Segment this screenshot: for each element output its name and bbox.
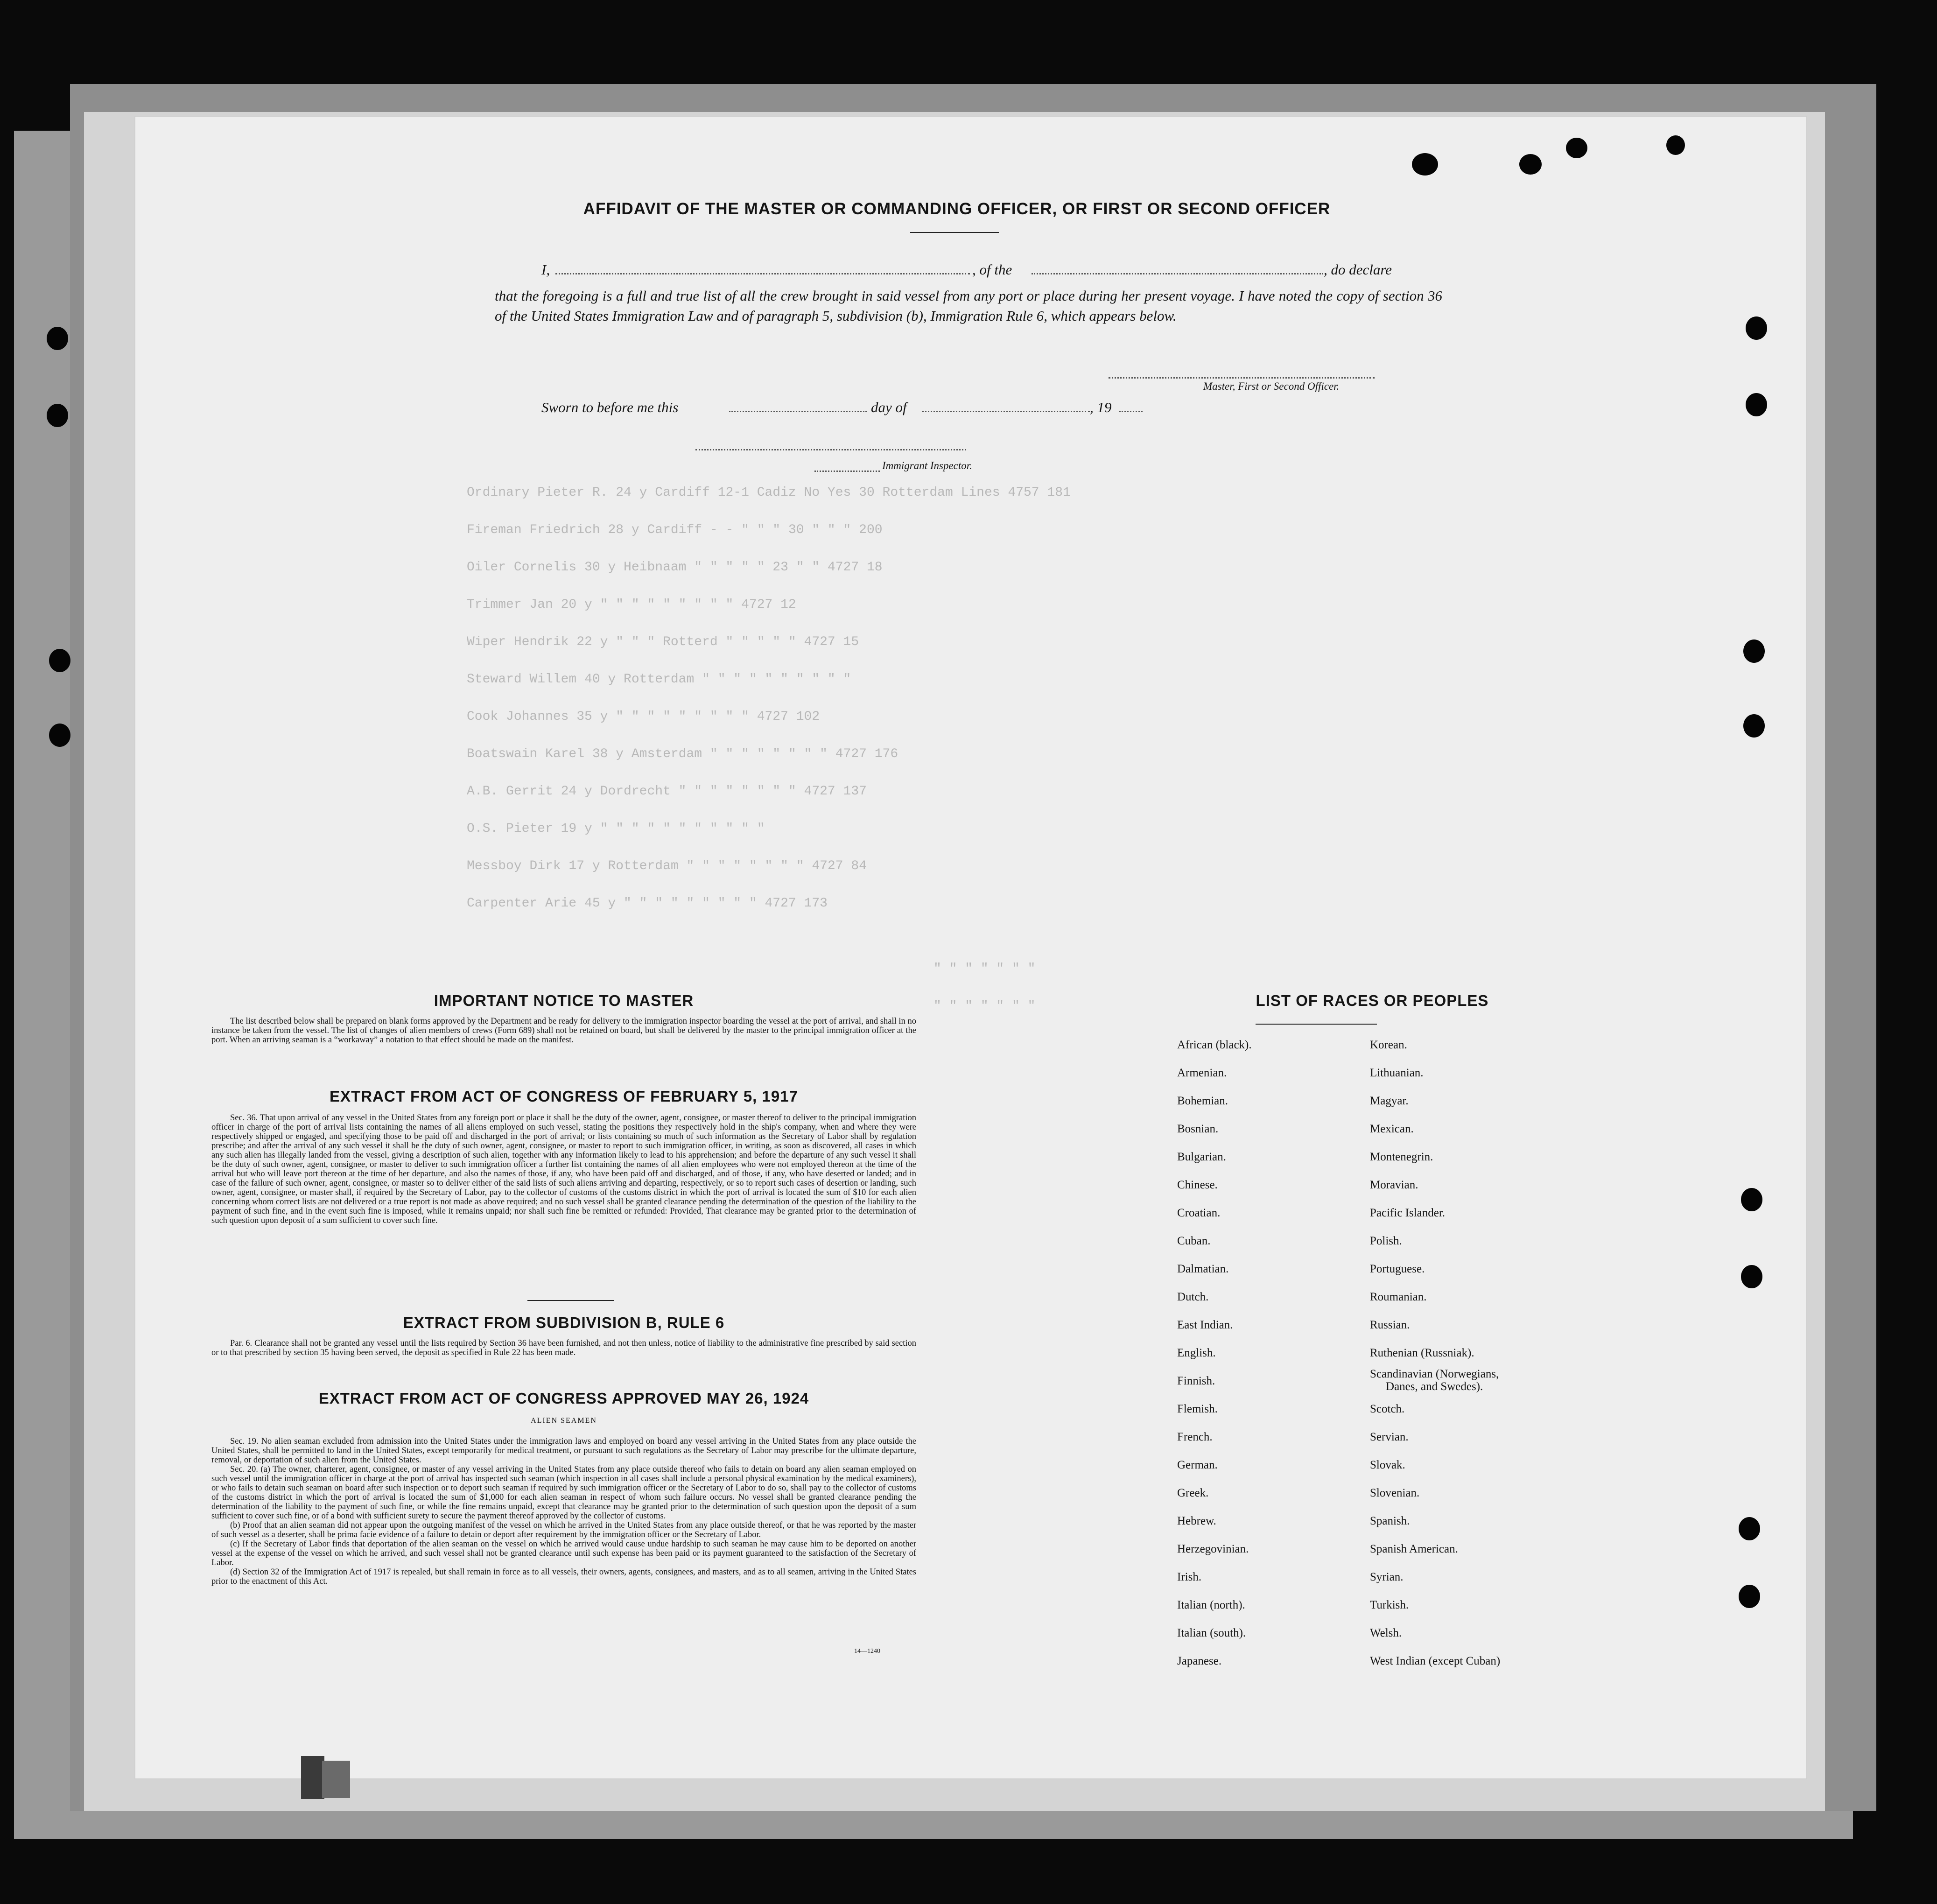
master-signature-blank[interactable] xyxy=(1109,377,1375,379)
race-item: Herzegovinian. xyxy=(1177,1543,1249,1555)
punch-hole xyxy=(49,724,70,747)
race-item: Italian (north). xyxy=(1177,1599,1245,1611)
vessel-blank[interactable] xyxy=(1032,273,1323,274)
name-blank[interactable] xyxy=(555,273,970,274)
notice-paragraph: The list described below shall be prepared on blank forms approved by the Department and be ready for delivery to the immigration inspector boarding the vessel at the port of arrival, and shall in no instance be taken from the vessel. The list of changes of alien members of crews (Form 689) shall not be retained on board, but shall be delivered by the master to the principal immigration officer at the port. When an arriving seaman is a “workaway” a notation to that effect should be made on the manifest. xyxy=(211,1017,916,1045)
race-item: Japanese. xyxy=(1177,1655,1222,1667)
act-1917-title: EXTRACT FROM ACT OF CONGRESS OF FEBRUARY 5, 1917 xyxy=(330,1088,798,1105)
bleed-through-text: Oiler Cornelis 30 y Heibnaam " " " " " 23 " " 4727 18 xyxy=(467,560,883,575)
race-item: Korean. xyxy=(1370,1039,1407,1051)
race-item: Mexican. xyxy=(1370,1123,1414,1135)
act-1924-paragraph: Sec. 20. (a) The owner, charterer, agent, consignee, or master of any vessel arriving in the United States from any place outside thereof who fails to detain on board any alien seaman employed on such vessel until the immigration officer in charge at the port of arrival has inspected such seaman (which inspection in all cases shall include a personal physical examination by the medical examiners), or who fails to detain such seaman on board after such inspection or to deport such seaman if required by such immigration officer or the Secretary of Labor to do so, shall pay to the collector of customs of the customs district in which the port of arrival is located the sum of $1,000 for each alien seaman in respect of whom such failure occurs. No vessel shall be granted clearance pending the determination of the liability to the payment of such fine, or while the fine remains unpaid, except that clearance may be granted prior to the determination of such question upon the deposit of a sum sufficient to cover such fine, or of a bond with sufficient surety to secure the payment thereof approved by the collector of customs. xyxy=(211,1465,916,1521)
act-1924-title: EXTRACT FROM ACT OF CONGRESS APPROVED MAY 26, 1924 xyxy=(318,1390,809,1407)
race-item: Spanish. xyxy=(1370,1515,1410,1527)
act-1917-paragraph: Sec. 36. That upon arrival of any vessel in the United States from any foreign port or place it shall be the duty of the owner, agent, consignee, or master thereof to deliver to the principal immigration officer in charge of the port of arrival lists containing the names of all aliens employed on such vessel, stating the positions they respectively hold in the ship's company, when and where they were respectively shipped or engaged, and specifying those to be paid off and discharged in the port of arrival; or lists containing so much of such information as the Secretary of Labor shall by regulation prescribe; and after the arrival of any such vessel it shall be the duty of such owner, agent, consignee, or master to report to such immigration officer, in writing, as soon as discovered, all cases in which any such alien has illegally landed from the vessel, giving a description of such alien, together with any information likely to lead to his apprehension; and before the departure of any such vessel it shall be the duty of such owner, agent, consignee, or master to deliver to such immigration officer a further list containing the names of all alien employees who were not employed thereon at the time of the arrival but who will leave port thereon at the time of her departure, and also the names of those, if any, who have been paid off and discharged, and of those, if any, who have deserted or landed; and in case of the failure of such owner, agent, consignee, or master so to deliver either of the said lists of such aliens arriving and departing, respectively, or so to report such cases of desertion or landing, such owner, agent, consignee, or master shall, if required by the Secretary of Labor, pay to the collector of customs of the customs district in which the port of arrival is located the sum of $10 for each alien concerning whom correct lists are not delivered or a true report is not made as above required; and no such vessel shall be granted clearance pending the determination of the question of the liability to the payment of such fine, and in the event such fine is imposed, while it remains unpaid; nor shall such fine be remitted or refunded: Provided, That clearance may be granted prior to the determination of such question upon deposit of a sum sufficient to cover such fine. xyxy=(211,1113,916,1225)
punch-hole xyxy=(47,327,68,350)
race-item: Scotch. xyxy=(1370,1403,1405,1415)
rule-6-title: EXTRACT FROM SUBDIVISION B, RULE 6 xyxy=(403,1314,725,1331)
year-prefix: , 19 xyxy=(1090,399,1112,415)
race-item: Montenegrin. xyxy=(1370,1151,1433,1163)
section-rule xyxy=(527,1300,614,1301)
sworn-month-blank[interactable] xyxy=(922,411,1090,412)
bleed-through-text: Ordinary Pieter R. 24 y Cardiff 12-1 Cadiz No Yes 30 Rotterdam Lines 4757 181 xyxy=(467,485,1071,500)
race-item: Cuban. xyxy=(1177,1235,1211,1247)
race-item: Lithuanian. xyxy=(1370,1067,1424,1079)
race-item: Portuguese. xyxy=(1370,1263,1425,1275)
punch-hole xyxy=(1746,393,1767,416)
race-item: Russian. xyxy=(1370,1319,1410,1331)
day-of-label: day of xyxy=(871,399,907,415)
race-item: Bosnian. xyxy=(1177,1123,1219,1135)
race-item: Pacific Islander. xyxy=(1370,1207,1446,1219)
race-item: East Indian. xyxy=(1177,1319,1233,1331)
bleed-through-text: Messboy Dirk 17 y Rotterdam " " " " " " " " 4727 84 xyxy=(467,859,867,873)
bleed-through-text: O.S. Pieter 19 y " " " " " " " " " " " xyxy=(467,822,765,836)
race-item: Servian. xyxy=(1370,1431,1409,1443)
race-item: Spanish American. xyxy=(1370,1543,1458,1555)
race-item: Greek. xyxy=(1177,1487,1209,1499)
act-1924-paragraph: Sec. 19. No alien seaman excluded from admission into the United States under the immigration laws and employed on board any vessel arriving in the United States from any place outside the United States, shall be permitted to land in the United States, except temporarily for medical treatment, or pursuant to such regulations as the Secretary of Labor may prescribe for the ultimate departure, removal, or deportation of such alien from the United States. xyxy=(211,1437,916,1465)
bleed-through-text: Boatswain Karel 38 y Amsterdam " " " " " " " " 4727 176 xyxy=(467,747,898,761)
punch-hole xyxy=(49,649,70,672)
declare-do-declare: , do declare xyxy=(1324,261,1392,278)
race-item: Hebrew. xyxy=(1177,1515,1216,1527)
punch-hole xyxy=(1566,138,1587,158)
race-item: West Indian (except Cuban) xyxy=(1370,1655,1501,1667)
sworn-year-blank[interactable] xyxy=(1119,411,1143,412)
bleed-through-text: " " " " " " " xyxy=(933,999,1036,1013)
race-item: Dutch. xyxy=(1177,1291,1209,1303)
race-item: Welsh. xyxy=(1370,1627,1402,1639)
race-item: Flemish. xyxy=(1177,1403,1218,1415)
races-title: LIST OF RACES OR PEOPLES xyxy=(1256,992,1489,1009)
punch-hole xyxy=(1666,135,1685,155)
rule-6-paragraph: Par. 6. Clearance shall not be granted any vessel until the lists required by Section 36 have been furnished, and not then unless, notice of liability to the administrative fine prescribed by said section or to that prescribed by section 35 having been served, the deposit as specified in Rule 22 has been made. xyxy=(211,1339,916,1357)
sworn-day-blank[interactable] xyxy=(729,411,867,412)
race-item: Slovak. xyxy=(1370,1459,1405,1471)
race-item: Armenian. xyxy=(1177,1067,1227,1079)
punch-hole xyxy=(1743,639,1765,663)
punch-hole xyxy=(1743,714,1765,738)
act-1924-paragraph: (c) If the Secretary of Labor finds that deportation of the alien seaman on the vessel on which he arrived would cause undue hardship to such seaman he may cause him to be deported on another vessel at the expense of the vessel on which he arrived, and such vessel shall not be granted clearance until such expense has been paid or its payment guaranteed to the satisfaction of the Secretary of Labor. xyxy=(211,1539,916,1567)
notice-title: IMPORTANT NOTICE TO MASTER xyxy=(434,992,694,1009)
races-title-rule xyxy=(1256,1024,1377,1025)
punch-hole xyxy=(1739,1517,1760,1540)
inspector-name-blank[interactable] xyxy=(814,471,880,472)
bleed-through-text: Cook Johannes 35 y " " " " " " " " " 4727 102 xyxy=(467,710,820,724)
act-1924-paragraph: (b) Proof that an alien seaman did not appear upon the outgoing manifest of the vessel on which he arrived in the United States from any place outside thereof, or that he was reported by the master of such vessel as a deserter, shall be prima facie evidence of a failure to detain or deport after requirement by the immigration officer or the Secretary of Labor. xyxy=(211,1521,916,1539)
race-item: Irish. xyxy=(1177,1571,1202,1583)
affidavit-title: AFFIDAVIT OF THE MASTER OR COMMANDING OFFICER, OR FIRST OR SECOND OFFICER xyxy=(583,200,1331,218)
bleed-through-text: Steward Willem 40 y Rotterdam " " " " " " " " " " xyxy=(467,672,851,687)
act-1924-body xyxy=(211,1437,916,1586)
punch-hole xyxy=(1746,316,1767,340)
inspector-label: Immigrant Inspector. xyxy=(882,460,972,471)
bleed-through-text: Carpenter Arie 45 y " " " " " " " " " 4727 173 xyxy=(467,896,828,911)
punch-hole xyxy=(1739,1585,1760,1608)
race-item: German. xyxy=(1177,1459,1218,1471)
race-item: Ruthenian (Russniak). xyxy=(1370,1347,1474,1359)
form-number: 14—1240 xyxy=(854,1648,880,1655)
punch-hole xyxy=(47,404,68,427)
race-item: Slovenian. xyxy=(1370,1487,1420,1499)
race-item: French. xyxy=(1177,1431,1213,1443)
bleed-through-text: Wiper Hendrik 22 y " " " Rotterd " " " " " 4727 15 xyxy=(467,635,859,649)
bleed-through-text: Fireman Friedrich 28 y Cardiff - - " " " 30 " " " 200 xyxy=(467,523,883,537)
title-rule xyxy=(910,232,999,233)
declare-i: I, xyxy=(541,261,550,278)
bleed-through-text: " " " " " " " xyxy=(933,962,1036,976)
race-item: Italian (south). xyxy=(1177,1627,1246,1639)
race-item: Bohemian. xyxy=(1177,1095,1228,1107)
rule-6-body xyxy=(211,1339,916,1357)
race-item: Croatian. xyxy=(1177,1207,1221,1219)
race-item: Moravian. xyxy=(1370,1179,1418,1191)
punch-hole xyxy=(1741,1265,1762,1288)
race-item: Scandinavian (Norwegians, Danes, and Swedes). xyxy=(1370,1368,1499,1393)
race-item: Magyar. xyxy=(1370,1095,1409,1107)
inspector-signature-blank[interactable] xyxy=(695,449,966,450)
race-item: Turkish. xyxy=(1370,1599,1409,1611)
clip-mark xyxy=(301,1756,324,1799)
race-item: Polish. xyxy=(1370,1235,1402,1247)
race-item: African (black). xyxy=(1177,1039,1252,1051)
act-1924-paragraph: (d) Section 32 of the Immigration Act of 1917 is repealed, but shall remain in force as to all vessels, their owners, agents, consignees, and masters, and as to all seamen, arriving in the United States prior to the enactment of this Act. xyxy=(211,1567,916,1586)
punch-hole xyxy=(1519,154,1542,175)
punch-hole xyxy=(1741,1188,1762,1211)
act-1924-subtitle: ALIEN SEAMEN xyxy=(531,1417,597,1425)
bleed-through-text: Trimmer Jan 20 y " " " " " " " " " 4727 12 xyxy=(467,597,796,612)
clip-mark xyxy=(322,1761,350,1798)
bleed-through-text: A.B. Gerrit 24 y Dordrecht " " " " " " " " 4727 137 xyxy=(467,784,867,799)
master-signature-label: Master, First or Second Officer. xyxy=(1203,380,1340,392)
race-item: Syrian. xyxy=(1370,1571,1404,1583)
race-item: Chinese. xyxy=(1177,1179,1218,1191)
act-1917-body xyxy=(211,1113,916,1225)
punch-hole xyxy=(1412,153,1438,176)
affidavit-statement: that the foregoing is a full and true list of all the crew brought in said vessel from any port or place during her present voyage. I have noted the copy of section 36 of the United States Immigration Law and of paragraph 5, subdivision (b), Immigration Rule 6, which appears below. xyxy=(495,288,1442,324)
race-item: English. xyxy=(1177,1347,1216,1359)
race-item: Bulgarian. xyxy=(1177,1151,1226,1163)
sworn-before-label: Sworn to before me this xyxy=(541,399,679,415)
race-item: Dalmatian. xyxy=(1177,1263,1229,1275)
declare-of-the: , of the xyxy=(972,261,1012,278)
race-item: Finnish. xyxy=(1177,1375,1215,1387)
race-item: Roumanian. xyxy=(1370,1291,1427,1303)
notice-body xyxy=(211,1017,916,1045)
